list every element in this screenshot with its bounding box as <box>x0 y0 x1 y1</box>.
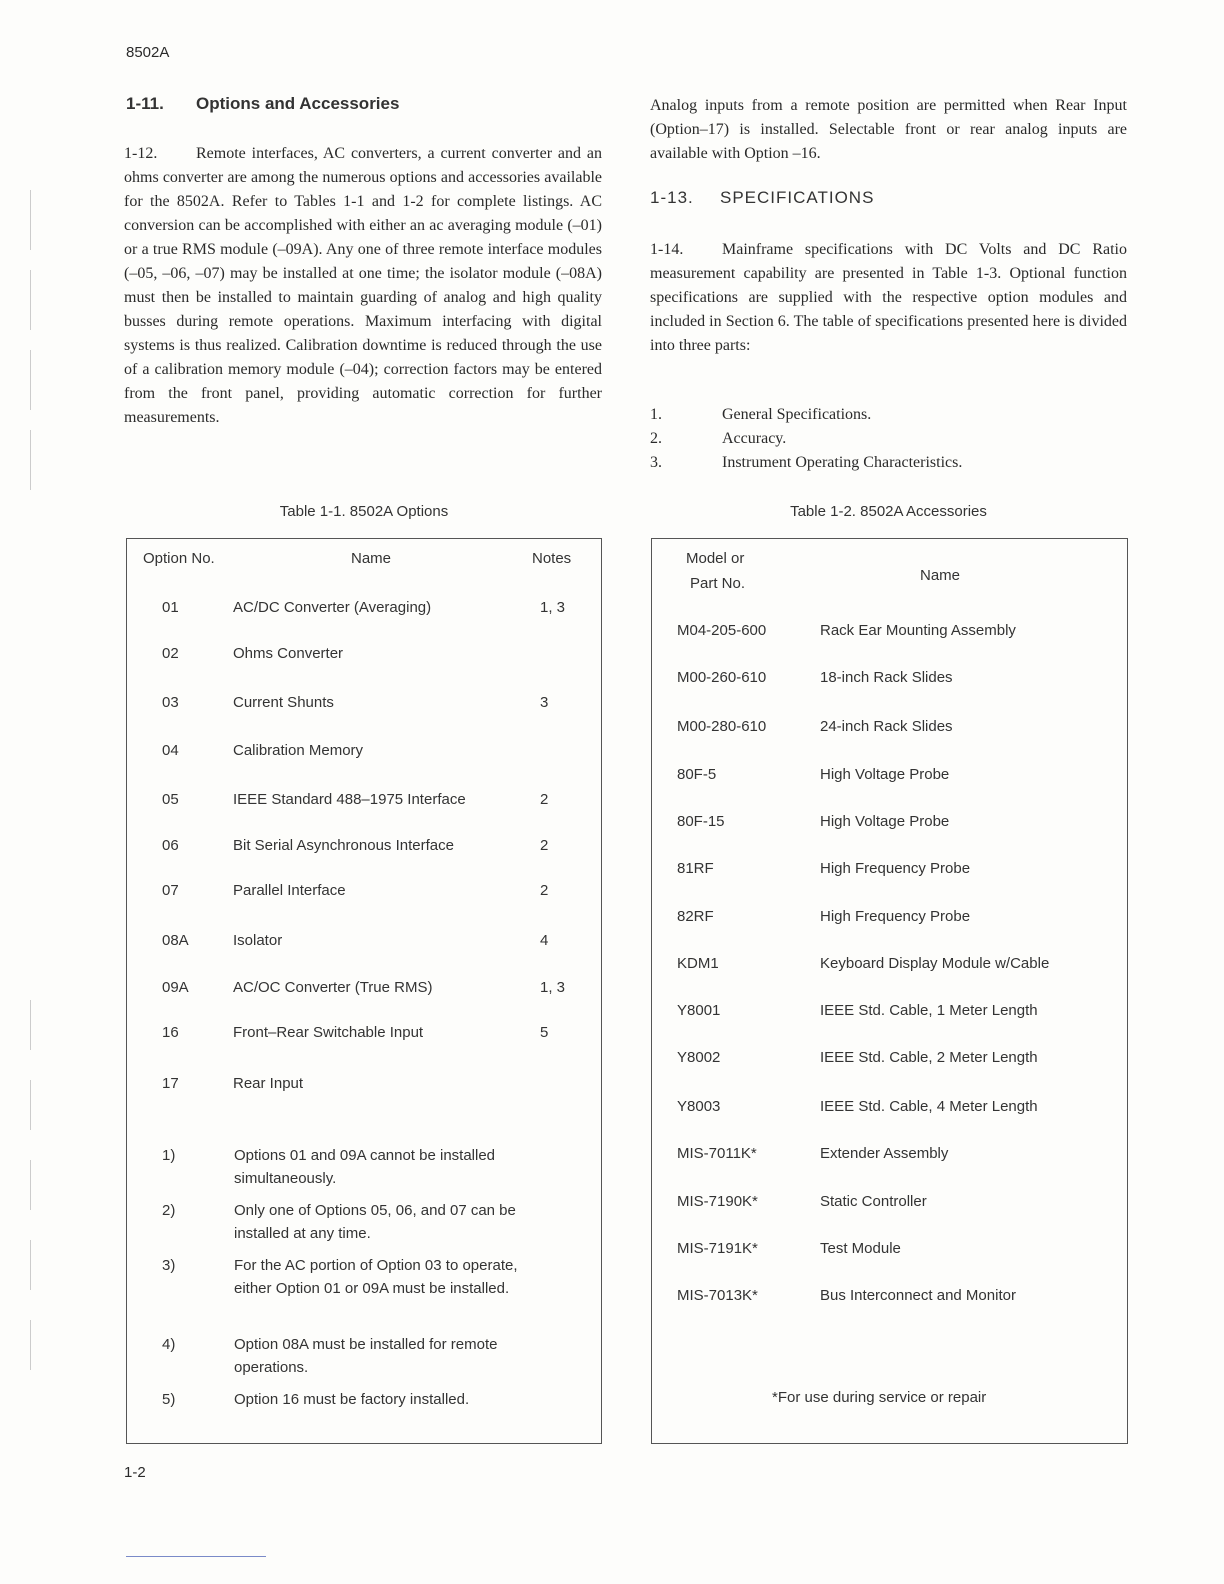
table-row-name: IEEE Std. Cable, 1 Meter Length <box>820 1002 1038 1019</box>
table-row-model: 80F-5 <box>677 766 717 783</box>
table-row-model: Y8003 <box>677 1098 721 1115</box>
section-title: SPECIFICATIONS <box>720 188 875 207</box>
table-row-name: Static Controller <box>820 1193 927 1210</box>
table-row-name: High Frequency Probe <box>820 908 971 925</box>
paragraph-1-14 <box>650 238 1127 358</box>
paragraph-1-12 <box>124 142 602 430</box>
table-footnote: *For use during service or repair <box>772 1389 987 1406</box>
column-header-model: Model or <box>686 550 745 567</box>
table-note: 4) Option 08A must be installed for remote operations. <box>162 1336 498 1376</box>
table-note: 2) Only one of Options 05, 06, and 07 can be installed at any time. <box>162 1202 516 1242</box>
list-item: 3. Instrument Operating Characteristics. <box>650 454 963 471</box>
scan-margin-artifact <box>30 350 43 410</box>
list-item: 2. Accuracy. <box>650 430 787 447</box>
section-number: 1-13. <box>650 188 694 207</box>
scan-margin-artifact <box>30 1240 43 1290</box>
scan-margin-artifact <box>30 1080 43 1130</box>
table-row-notes: 5 <box>540 1024 549 1041</box>
column-header-model: Part No. <box>690 575 746 592</box>
table-row-name: High Voltage Probe <box>820 813 950 830</box>
table-row-model: M00-280-610 <box>677 718 767 735</box>
section-title: Options and Accessories <box>196 94 400 113</box>
table-row-model: 80F-15 <box>677 813 725 830</box>
table-row-model: 81RF <box>677 860 714 877</box>
table-row-model: M00-260-610 <box>677 669 767 686</box>
scan-margin-artifact <box>30 1160 43 1210</box>
bottom-rule <box>126 1556 266 1557</box>
table-row-name: IEEE Standard 488–1975 Interface <box>233 791 466 808</box>
table-row-model: KDM1 <box>677 955 719 972</box>
table-note: 1) Options 01 and 09A cannot be installed simultaneously. <box>162 1147 496 1187</box>
section-heading-specifications <box>650 188 1130 208</box>
section-heading-options <box>126 94 606 114</box>
table-row-name: Parallel Interface <box>233 882 346 899</box>
table-row-model: MIS-7013K* <box>677 1287 758 1304</box>
column-header-name: Name <box>920 567 961 584</box>
table-note: 5) Option 16 must be factory installed. <box>162 1391 470 1408</box>
table-row-option: 16 <box>162 1024 179 1041</box>
table-row-option: 02 <box>162 645 179 662</box>
table-row-option: 08A <box>162 932 189 949</box>
table-row-name: High Frequency Probe <box>820 860 971 877</box>
table-row-name: 18-inch Rack Slides <box>820 669 953 686</box>
scan-margin-artifact <box>30 190 43 250</box>
table-row-notes: 2 <box>540 882 549 899</box>
scan-margin-artifact <box>30 270 43 330</box>
table-row-name: Bus Interconnect and Monitor <box>820 1287 1016 1304</box>
table-row-notes: 2 <box>540 791 549 808</box>
table-row-option: 09A <box>162 979 189 996</box>
scan-margin-artifact <box>30 430 43 490</box>
table-row-name: Front–Rear Switchable Input <box>233 1024 424 1041</box>
table-row-name: Keyboard Display Module w/Cable <box>820 955 1050 972</box>
scan-margin-artifact <box>30 1320 43 1370</box>
table-row-name: Ohms Converter <box>233 645 344 662</box>
table-row-name: Test Module <box>820 1240 901 1257</box>
table-row-name: AC/DC Converter (Averaging) <box>233 599 432 616</box>
table-row-model: MIS-7190K* <box>677 1193 758 1210</box>
table-row-name: IEEE Std. Cable, 4 Meter Length <box>820 1098 1038 1115</box>
table-2-caption: Table 1-2. 8502A Accessories <box>790 503 987 520</box>
paragraph-text: Mainframe specifications with DC Volts and DC Ratio measurement capability are presented in Table 1-3. Optional function specifications are supplied with the respective option modules and included in Section 6. The table of specifications presented here is divided into three parts: <box>650 241 1127 354</box>
table-row-option: 01 <box>162 599 179 616</box>
table-row-name: High Voltage Probe <box>820 766 950 783</box>
table-row-name: Rear Input <box>233 1075 304 1092</box>
table-1-caption: Table 1-1. 8502A Options <box>279 503 449 520</box>
table-row-model: MIS-7011K* <box>677 1145 757 1162</box>
table-row-name: 24-inch Rack Slides <box>820 718 953 735</box>
table-row-option: 04 <box>162 742 179 759</box>
table-row-name: Isolator <box>233 932 283 949</box>
table-row-notes: 1, 3 <box>540 599 566 616</box>
table-row-notes: 2 <box>540 837 549 854</box>
table-row-notes: 3 <box>540 694 549 711</box>
table-row-model: 82RF <box>677 908 714 925</box>
table-row-option: 06 <box>162 837 179 854</box>
table-row-name: Current Shunts <box>233 694 334 711</box>
section-number: 1-11. <box>126 94 164 113</box>
document-model-header: 8502A <box>126 44 170 61</box>
paragraph-number: 1-14. <box>650 241 684 258</box>
table-row-name: AC/OC Converter (True RMS) <box>233 979 433 996</box>
table-row-notes: 4 <box>540 932 549 949</box>
table-row-name: Bit Serial Asynchronous Interface <box>233 837 454 854</box>
table-row-option: 03 <box>162 694 179 711</box>
table-row-model: MIS-7191K* <box>677 1240 758 1257</box>
table-row-model: M04-205-600 <box>677 622 767 639</box>
accessories-table <box>651 538 1128 1444</box>
scan-margin-artifact <box>30 1000 43 1050</box>
spec-parts-list <box>650 403 1127 475</box>
table-note: 3) For the AC portion of Option 03 to operate, either Option 01 or 09A must be installed. <box>162 1257 518 1297</box>
table-row-option: 07 <box>162 882 179 899</box>
list-item: 1. General Specifications. <box>650 406 872 423</box>
column-header-option: Option No. <box>143 550 215 567</box>
table-row-notes: 1, 3 <box>540 979 566 996</box>
table-row-name: Rack Ear Mounting Assembly <box>820 622 1016 639</box>
column-header-name: Name <box>351 550 392 567</box>
paragraph-number: 1-12. <box>124 145 158 162</box>
paragraph-text: Remote interfaces, AC converters, a current converter and an ohms converter are among the numerous options and accessories available for the 8502A. Refer to Tables 1-1 and 1-2 for complete listings. AC conversion can be accomplished with either an ac averaging module (–01) or a true RMS module (–09A). Any one of three remote interface modules (–05, –06, –07) may be installed at one time; the isolator module (–08A) must then be installed to maintain guarding of analog and high quality busses during remote operations. Maximum interfacing with digital systems is thus realized. Calibration downtime is reduced through the use of a calibration memory module (–04); correction factors may be entered from the front panel, providing automatic correction for further measurements. <box>124 145 602 426</box>
table-row-model: Y8002 <box>677 1049 721 1066</box>
column-header-notes: Notes <box>532 550 572 567</box>
paragraph-text: Analog inputs from a remote position are permitted when Rear Input (Option–17) is installed. Selectable front or rear analog inputs are available with Option –16. <box>650 97 1127 162</box>
table-row-option: 17 <box>162 1075 179 1092</box>
paragraph-continuation <box>650 94 1127 166</box>
table-row-name: IEEE Std. Cable, 2 Meter Length <box>820 1049 1038 1066</box>
table-row-name: Extender Assembly <box>820 1145 949 1162</box>
options-table <box>126 538 602 1444</box>
table-row-option: 05 <box>162 791 179 808</box>
table-row-model: Y8001 <box>677 1002 721 1019</box>
page-number: 1-2 <box>124 1464 146 1481</box>
table-row-name: Calibration Memory <box>233 742 364 759</box>
